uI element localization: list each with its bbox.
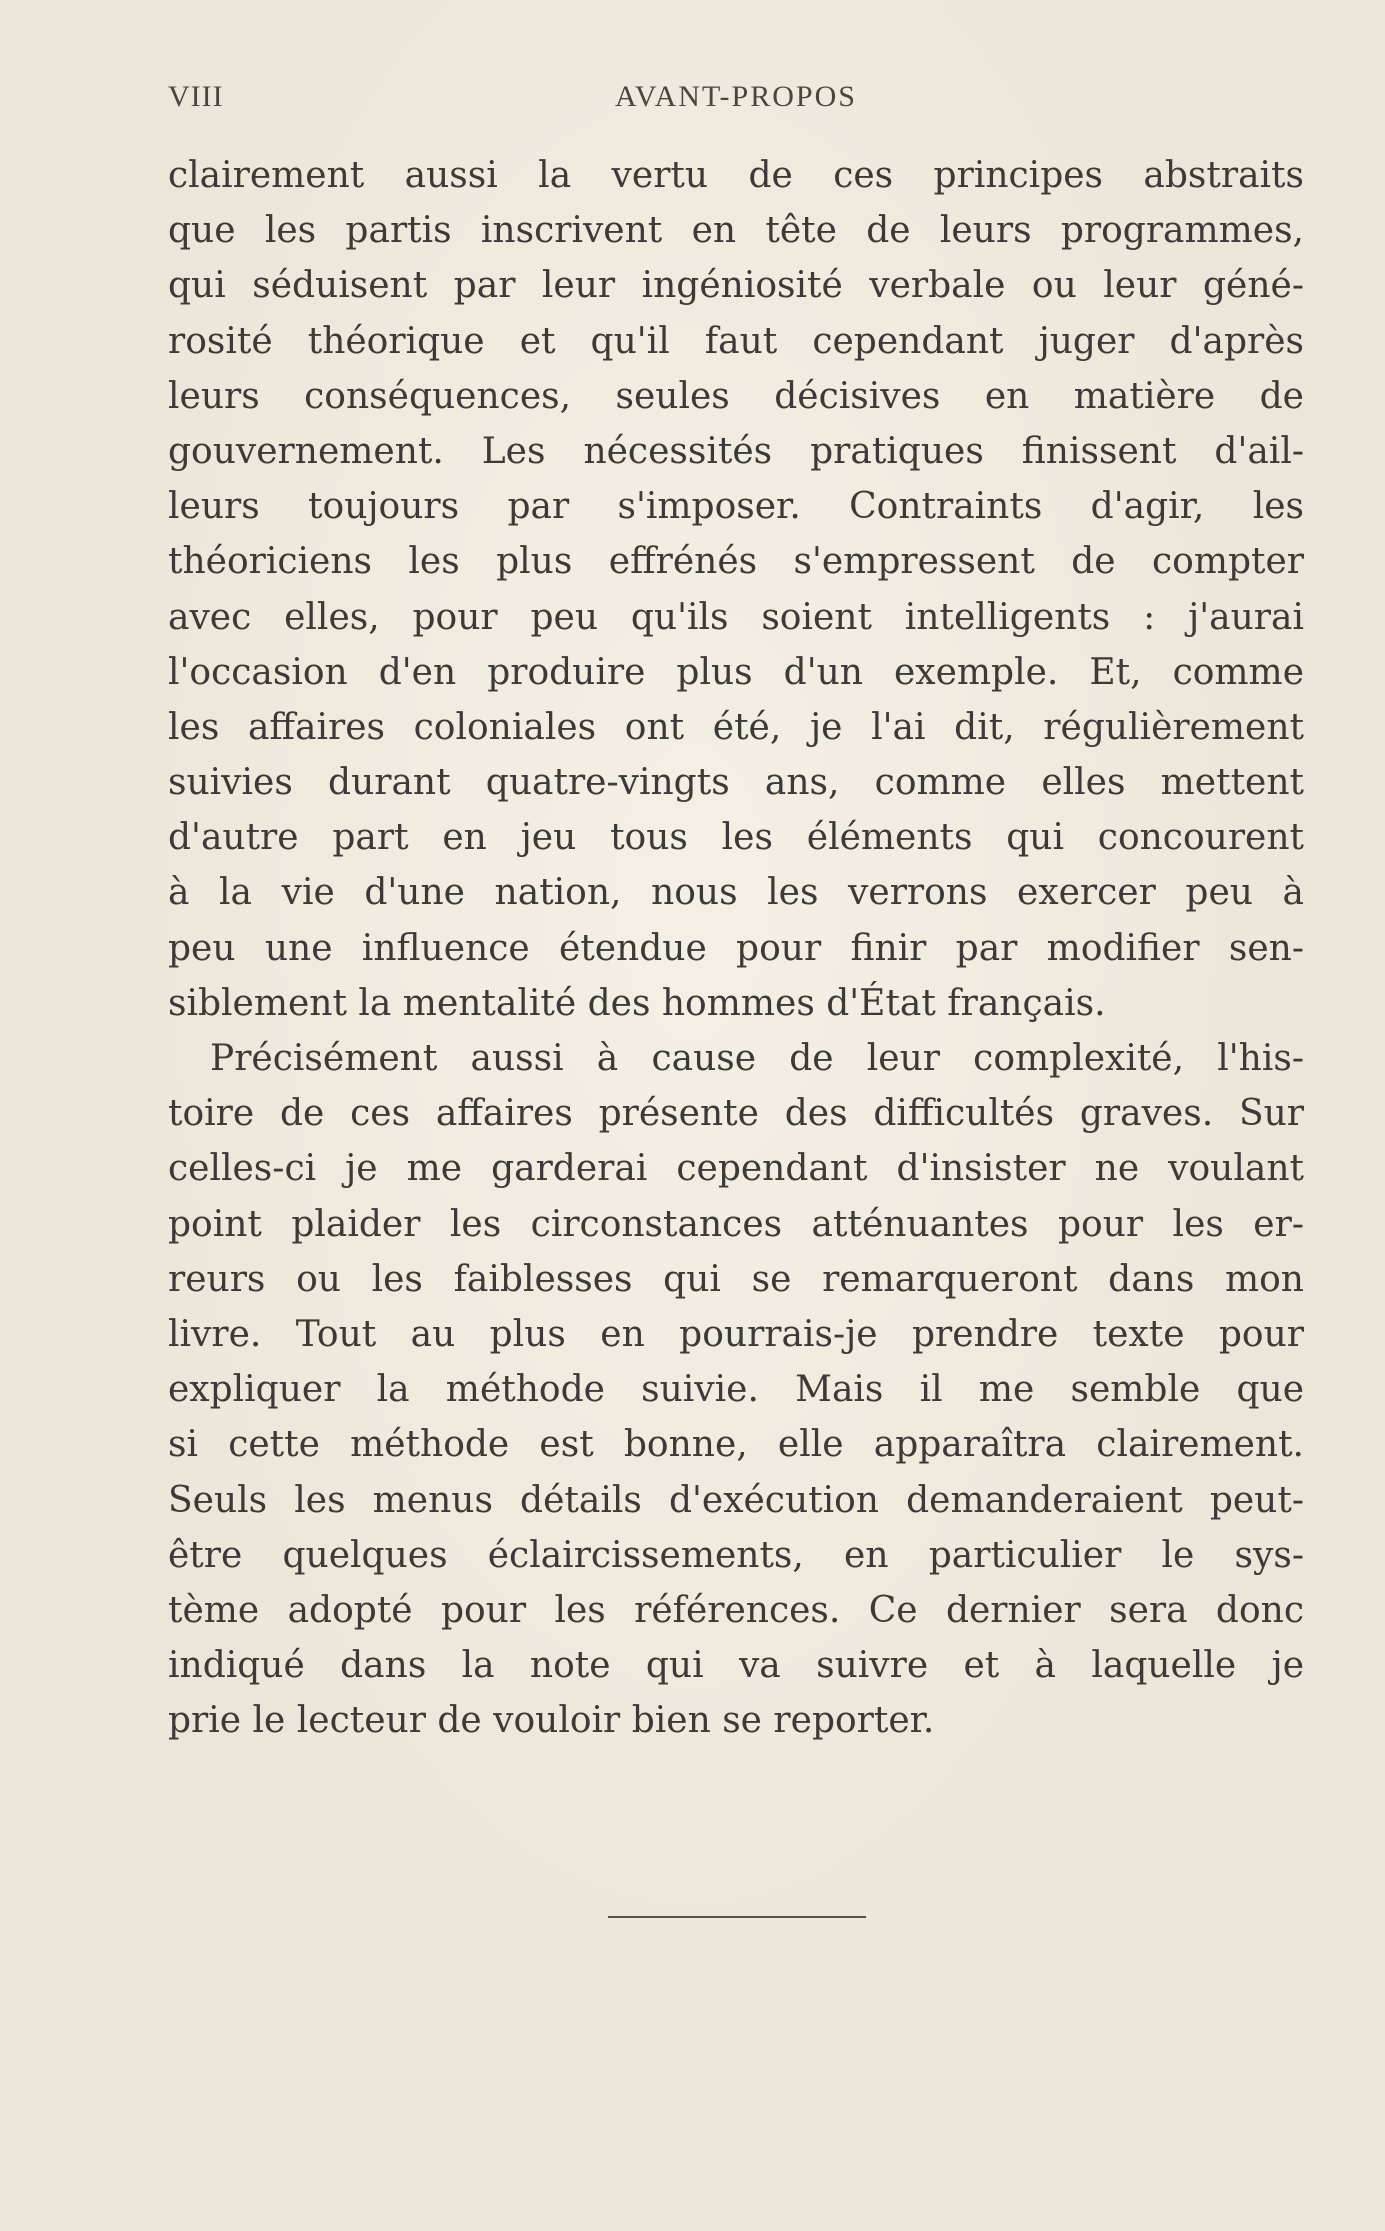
text-line: l'occasion d'en produire plus d'un exemple. Et, comme — [168, 651, 1304, 693]
text-line: qui séduisent par leur ingéniosité verbale ou leur géné- — [168, 265, 1304, 307]
page-number: VIII — [168, 80, 224, 113]
text-line: être quelques éclaircissements, en particulier le sys- — [168, 1534, 1304, 1576]
text-line: toire de ces affaires présente des difficultés graves. Sur — [168, 1093, 1304, 1135]
text-line: leurs toujours par s'imposer. Contraints d'agir, les — [168, 486, 1304, 528]
text-line: rosité théorique et qu'il faut cependant juger d'après — [168, 320, 1304, 362]
text-line: celles-ci je me garderai cependant d'insister ne voulant — [168, 1148, 1304, 1190]
running-title: AVANT-PROPOS — [615, 80, 857, 113]
text-line: livre. Tout au plus en pourrais-je prendre texte pour — [168, 1313, 1304, 1355]
running-head — [168, 80, 1304, 120]
text-line: que les partis inscrivent en tête de leurs programmes, — [168, 210, 1304, 252]
text-line: prie le lecteur de vouloir bien se reporter. — [168, 1700, 935, 1742]
text-line: théoriciens les plus effrénés s'empressent de compter — [168, 541, 1304, 583]
text-line: point plaider les circonstances atténuantes pour les er- — [168, 1203, 1304, 1245]
text-line: à la vie d'une nation, nous les verrons exercer peu à — [168, 872, 1304, 914]
text-line: siblement la mentalité des hommes d'État français. — [168, 982, 1106, 1024]
text-line: expliquer la méthode suivie. Mais il me semble que — [168, 1369, 1304, 1411]
text-line: tème adopté pour les références. Ce dernier sera donc — [168, 1589, 1304, 1631]
text-line: reurs ou les faiblesses qui se remarqueront dans mon — [168, 1258, 1304, 1300]
text-line: Seuls les menus détails d'exécution demanderaient peut- — [168, 1479, 1304, 1521]
paragraph — [168, 1031, 1304, 1748]
body-text — [168, 148, 1304, 1748]
text-line: clairement aussi la vertu de ces principes abstraits — [168, 155, 1304, 196]
paragraph — [168, 148, 1304, 1031]
text-line: avec elles, pour peu qu'ils soient intelligents : j'aurai — [168, 596, 1304, 638]
text-line: indiqué dans la note qui va suivre et à laquelle je — [168, 1645, 1304, 1687]
text-line: suivies durant quatre-vingts ans, comme elles mettent — [168, 762, 1304, 804]
text-line: peu une influence étendue pour finir par modifier sen- — [168, 927, 1304, 969]
text-line: d'autre part en jeu tous les éléments qui concourent — [168, 817, 1304, 859]
text-line: Précisément aussi à cause de leur complexité, l'his- — [210, 1038, 1304, 1079]
text-line: gouvernement. Les nécessités pratiques finissent d'ail- — [168, 430, 1304, 472]
text-line: les affaires coloniales ont été, je l'ai dit, régulièrement — [168, 706, 1304, 748]
section-divider — [608, 1916, 866, 1918]
text-line: leurs conséquences, seules décisives en matière de — [168, 375, 1304, 417]
text-line: si cette méthode est bonne, elle apparaîtra clairement. — [168, 1424, 1304, 1466]
